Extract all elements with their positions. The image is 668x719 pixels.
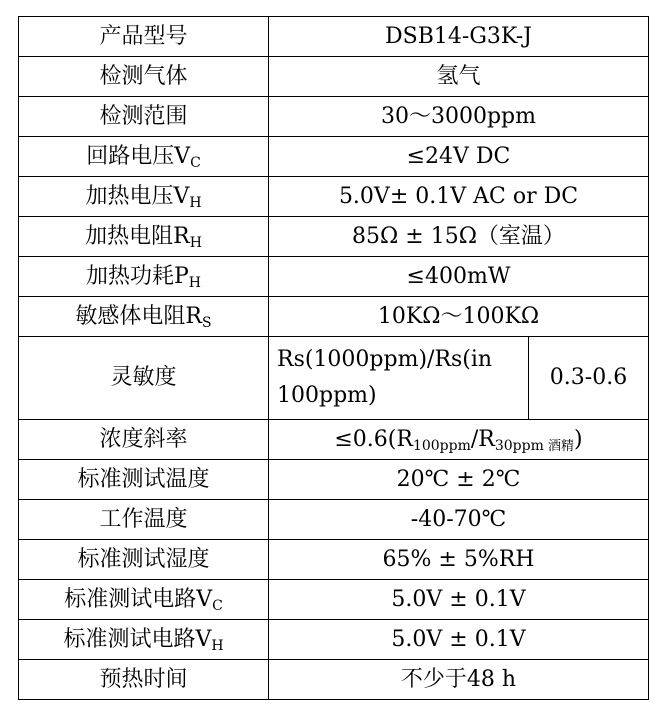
spec-value: ≤400mW [269,257,649,297]
table-row [19,17,649,57]
table-row [19,97,649,137]
spec-value: 10KΩ～100KΩ [269,297,649,337]
spec-label: 预热时间 [19,660,269,700]
table-row [19,257,649,297]
spec-label: 加热电压$V_H$ [19,177,269,217]
spec-label: 加热电阻$R_H$ [19,217,269,257]
spec-value: 20℃ ± 2℃ [269,460,649,500]
table-row [19,217,649,257]
spec-label: 工作温度 [19,500,269,540]
table-row [19,540,649,580]
spec-value: 5.0V ± 0.1V [269,580,649,620]
spec-table [18,16,649,700]
table-row [19,620,649,660]
spec-label: 标准测试湿度 [19,540,269,580]
spec-value-formula: Rs(1000ppm)/Rs(in 100ppm) [269,337,529,420]
table-row [19,580,649,620]
table-row [19,297,649,337]
spec-value: 5.0V ± 0.1V [269,620,649,660]
spec-label: 敏感体电阻$R_S$ [19,297,269,337]
spec-label: 回路电压$V_C$ [19,137,269,177]
spec-label: 检测气体 [19,57,269,97]
spec-value: -40-70℃ [269,500,649,540]
spec-label: 产品型号 [19,17,269,57]
table-row [19,337,649,420]
table-row [19,57,649,97]
spec-value-range: 0.3-0.6 [529,337,649,420]
table-row [19,660,649,700]
spec-label: 标准测试温度 [19,460,269,500]
table-row [19,420,649,460]
spec-value: 65% ± 5%RH [269,540,649,580]
spec-value: 不少于48 h [269,660,649,700]
spec-value: 5.0V± 0.1V AC or DC [269,177,649,217]
table-row [19,460,649,500]
spec-label: 加热功耗$P_H$ [19,257,269,297]
spec-label: 浓度斜率 [19,420,269,460]
spec-label: 灵敏度 [19,337,269,420]
table-row [19,137,649,177]
spec-value: ≤24V DC [269,137,649,177]
spec-value: DSB14-G3K-J [269,17,649,57]
table-row [19,177,649,217]
spec-label: 标准测试电路$V_C$ [19,580,269,620]
spec-label: 标准测试电路$V_H$ [19,620,269,660]
spec-value: $\le 0.6(R_{100ppm}/R_{30ppm}$ $_{酒精}$) [269,420,649,460]
spec-value: 30～3000ppm [269,97,649,137]
table-row [19,500,649,540]
spec-value: 85Ω ± 15Ω（室温） [269,217,649,257]
spec-label: 检测范围 [19,97,269,137]
spec-value: 氢气 [269,57,649,97]
